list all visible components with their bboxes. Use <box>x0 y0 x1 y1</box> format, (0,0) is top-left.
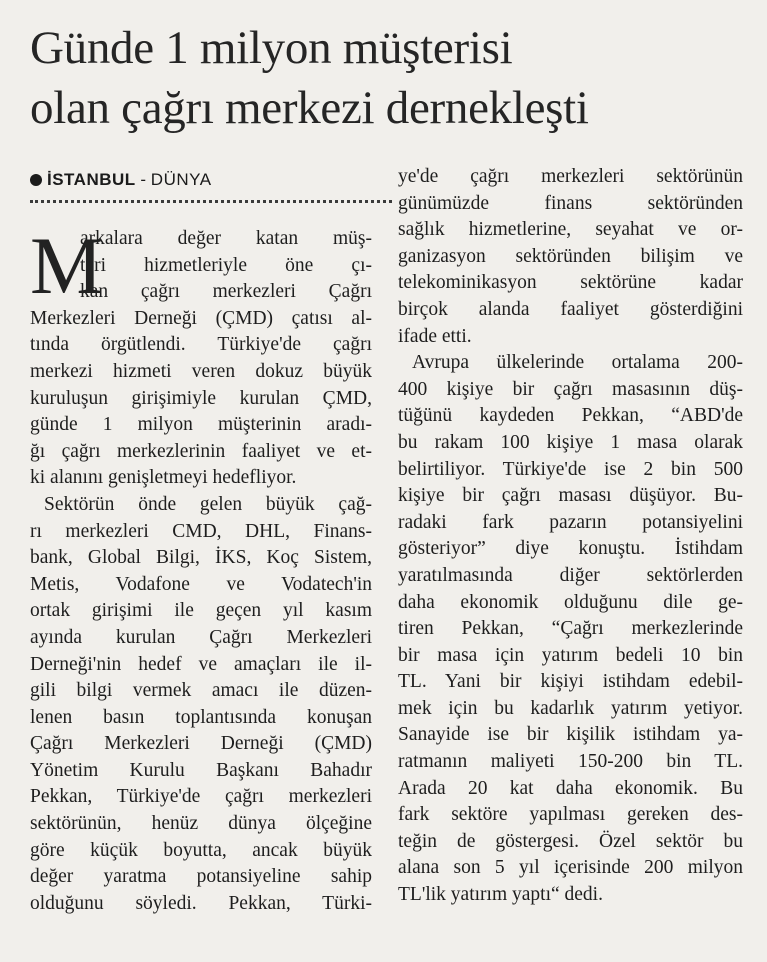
article-line: bu rakam 100 kişiye 1 masa olarak <box>398 431 743 453</box>
article-line: ayında kurulan Çağrı Merkezleri <box>30 626 372 648</box>
article-line: arkalara değer katan müş- <box>80 228 372 249</box>
article-line: lenen basın toplantısında konuşan <box>30 706 372 728</box>
article-line: Merkezleri Derneği (ÇMD) çatısı al- <box>30 307 372 329</box>
article-line: mek için bu kadarlık yatırım yetiyor. <box>398 697 743 719</box>
article-line: telekominikasyon sektörüne kadar <box>398 272 743 294</box>
article-line: ğı çağrı merkezlerinin faaliyet ve et- <box>30 440 372 462</box>
article-line: kişiye bir çağrı masası düşüyor. Bu- <box>398 485 743 507</box>
article-line: rı merkezleri CMD, DHL, Finans- <box>30 520 372 542</box>
article-line: Çağrı Merkezleri Derneği (ÇMD) <box>30 733 372 755</box>
article-line: ki alanını genişletmeyi hedefliyor. <box>30 467 297 489</box>
article-line: ye'de çağrı merkezleri sektörünün <box>398 166 743 187</box>
article-line: sektörünün, henüz dünya ölçeğine <box>30 813 372 835</box>
article-line: yaratılmasında diğer sektörlerden <box>398 564 743 586</box>
article-line: günümüzde finans sektöründen <box>398 192 743 214</box>
article-line: bank, Global Bilgi, İKS, Koç Sistem, <box>30 547 372 569</box>
article-line: tüğünü kaydeden Pekkan, “ABD'de <box>398 405 743 427</box>
article-line: olduğunu söyledi. Pekkan, Türki- <box>30 892 372 914</box>
article-line: ratmanın maliyeti 150-200 bin TL. <box>398 751 743 773</box>
article-line: değer yaratma potansiyeline sahip <box>30 866 372 888</box>
dotted-divider <box>30 200 392 203</box>
article-line: göre küçük boyutta, ancak büyük <box>30 839 372 861</box>
article-column-right <box>398 164 743 909</box>
article-line: gili bilgi vermek amacı ile düzen- <box>30 680 372 702</box>
headline <box>30 18 750 138</box>
article-line: kuruluşun girişimiyle kurulan ÇMD, <box>30 387 372 409</box>
article-line: gösteriyor” diye konuştu. İstihdam <box>398 538 743 560</box>
article-line: kan çağrı merkezleri Çağrı <box>80 281 372 303</box>
article-line: Avrupa ülkelerinde ortalama 200- <box>412 352 743 374</box>
article-line: tiren Pekkan, “Çağrı merkezlerinde <box>398 618 743 640</box>
article-line: daha ekonomik olduğunu dile ge- <box>398 591 743 613</box>
article-line: Metis, Vodafone ve Vodatech'in <box>30 573 372 595</box>
article-line: Yönetim Kurulu Başkanı Bahadır <box>30 759 372 781</box>
article-line: Sanayide ise bir kişilik istihdam ya- <box>398 724 743 746</box>
article-column-left <box>30 220 372 917</box>
article-line: Arada 20 kat daha ekonomik. Bu <box>398 777 743 799</box>
byline-city: İSTANBUL <box>47 170 136 189</box>
article-line: günde 1 milyon müşterinin aradı- <box>30 414 372 436</box>
article-line: alana son 5 yıl içerisinde 200 milyon <box>398 857 743 879</box>
article-line: fark sektöre yapılması gereken des- <box>398 804 743 826</box>
article-line: tında örgütlendi. Türkiye'de çağrı <box>30 334 372 356</box>
byline-separator: - <box>135 170 151 189</box>
bullet-icon <box>30 174 42 186</box>
article-line: Sektörün önde gelen büyük çağ- <box>44 493 372 515</box>
headline-line-2: olan çağrı merkezi dernekleşti <box>30 82 589 134</box>
article-line: TL'lik yatırım yaptı“ dedi. <box>398 884 603 906</box>
article-line: belirtiliyor. Türkiye'de ise 2 bin 500 <box>398 458 743 480</box>
byline-section: DÜNYA <box>150 170 212 189</box>
headline-line-1: Günde 1 milyon müşterisi <box>30 22 513 74</box>
article-line: 400 kişiye bir çağrı masasının düş- <box>398 378 743 400</box>
article-line: teri hizmetleriyle öne çı- <box>80 254 372 276</box>
article-line: merkezi hizmeti veren dokuz büyük <box>30 360 372 382</box>
article-line: TL. Yani bir kişiyi istihdam edebil- <box>398 671 743 693</box>
article-line: teğin de göstergesi. Özel sektör bu <box>398 830 743 852</box>
article-line: birçok alanda faaliyet gösterdiğini <box>398 298 743 320</box>
article-line: ifade etti. <box>398 325 472 347</box>
article-line: Pekkan, Türkiye'de çağrı merkezleri <box>30 786 372 808</box>
article-line: Derneği'nin hedef ve amaçları ile il- <box>30 653 372 675</box>
byline <box>30 170 390 190</box>
article-line: radaki fark pazarın potansiyelini <box>398 511 743 533</box>
article-line: ganizasyon sektöründen bilişim ve <box>398 245 743 267</box>
article-line: bir masa için yatırım bedeli 10 bin <box>398 644 743 666</box>
drop-cap: M <box>30 220 103 311</box>
article-line: ortak girişimi ile geçen yıl kasım <box>30 600 372 622</box>
article-line: sağlık hizmetlerine, seyahat ve or- <box>398 219 743 241</box>
